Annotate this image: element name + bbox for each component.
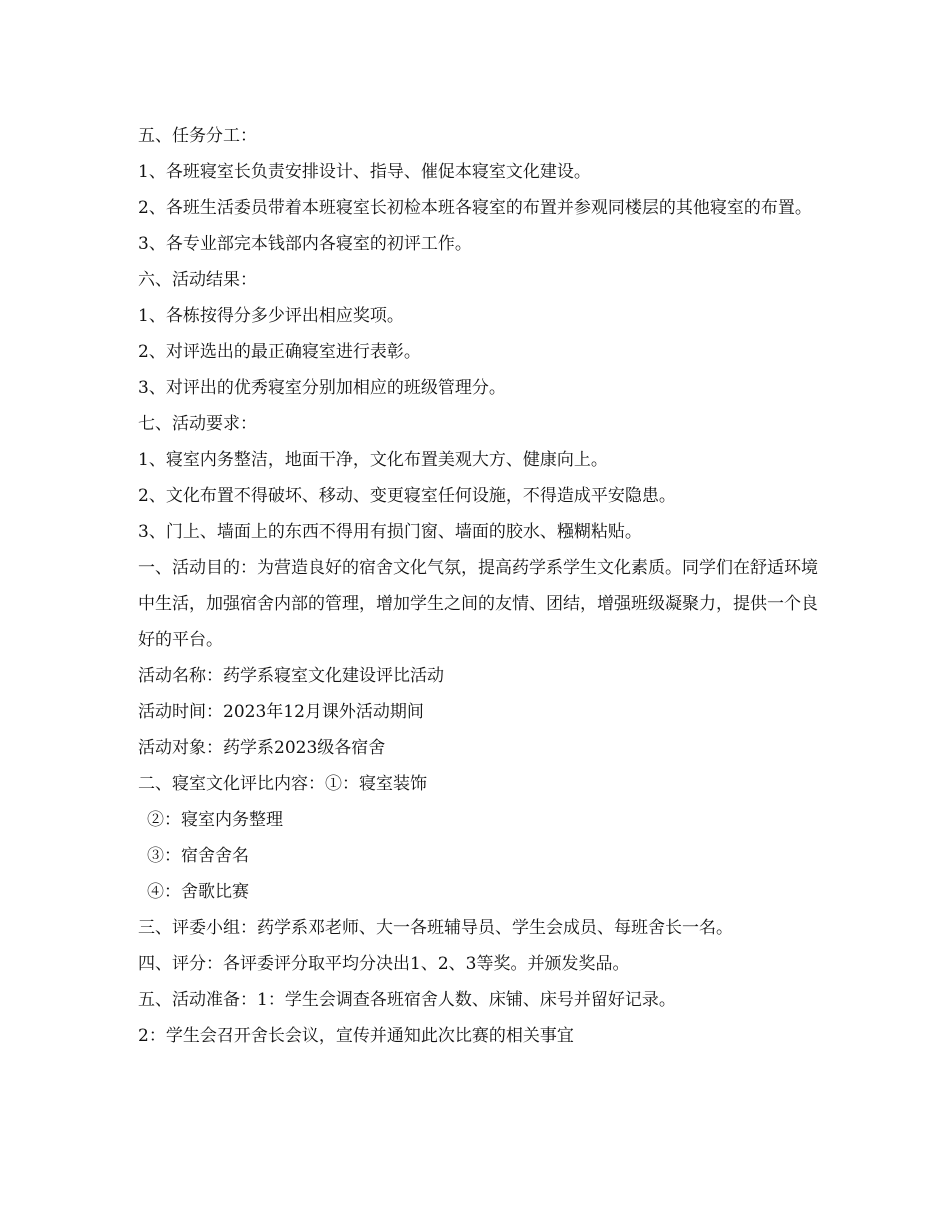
paragraph: 3、对评出的优秀寝室分别加相应的班级管理分。 (138, 378, 506, 398)
paragraph: 2：学生会召开舍长会议，宣传并通知此次比赛的相关事宜 (138, 1026, 574, 1046)
paragraph-purpose: 一、活动目的：为营造良好的宿舍文化气氛，提高药学系学生文化素质。同学们在舒适环境中生活，加强宿舍内部的管理，增加学生之间的友情、团结，增强班级凝聚力，提供一个良好的平台。 (138, 558, 818, 650)
activity-time: 活动时间：2023年12月课外活动期间 (138, 702, 424, 722)
paragraph: 1、各班寝室长负责安排设计、指导、催促本寝室文化建设。 (138, 162, 591, 182)
section-heading-preparation: 五、活动准备：1：学生会调查各班宿舍人数、床铺、床号并留好记录。 (138, 990, 676, 1010)
paragraph: 3、各专业部完本钱部内各寝室的初评工作。 (138, 234, 472, 254)
section-heading-task-division: 五、任务分工： (138, 126, 257, 146)
evaluation-item: ④：舍歌比赛 (147, 882, 249, 902)
section-heading-evaluation: 二、寝室文化评比内容：①：寝室装饰 (138, 774, 427, 794)
activity-name: 活动名称：药学系寝室文化建设评比活动 (138, 666, 444, 686)
paragraph: 1、寝室内务整洁，地面干净，文化布置美观大方、健康向上。 (138, 450, 608, 470)
evaluation-item: ③：宿舍舍名 (147, 846, 249, 866)
section-heading-committee: 三、评委小组：药学系邓老师、大一各班辅导员、学生会成员、每班舍长一名。 (138, 918, 733, 938)
section-heading-scoring: 四、评分：各评委评分取平均分决出1、2、3等奖。并颁发奖品。 (138, 954, 630, 974)
paragraph: 1、各栋按得分多少评出相应奖项。 (138, 306, 404, 326)
section-heading-results: 六、活动结果： (138, 270, 257, 290)
paragraph: 2、各班生活委员带着本班寝室长初检本班各寝室的布置并参观同楼层的其他寝室的布置。 (138, 198, 812, 218)
evaluation-item: ②：寝室内务整理 (147, 810, 283, 830)
paragraph: 2、文化布置不得破坏、移动、变更寝室任何设施，不得造成平安隐患。 (138, 486, 676, 506)
section-heading-requirements: 七、活动要求： (138, 414, 257, 434)
paragraph: 3、门上、墙面上的东西不得用有损门窗、墙面的胶水、糨糊粘贴。 (138, 522, 642, 542)
paragraph: 2、对评选出的最正确寝室进行表彰。 (138, 342, 421, 362)
activity-target: 活动对象：药学系2023级各宿舍 (138, 738, 386, 758)
document-body (138, 118, 818, 1054)
